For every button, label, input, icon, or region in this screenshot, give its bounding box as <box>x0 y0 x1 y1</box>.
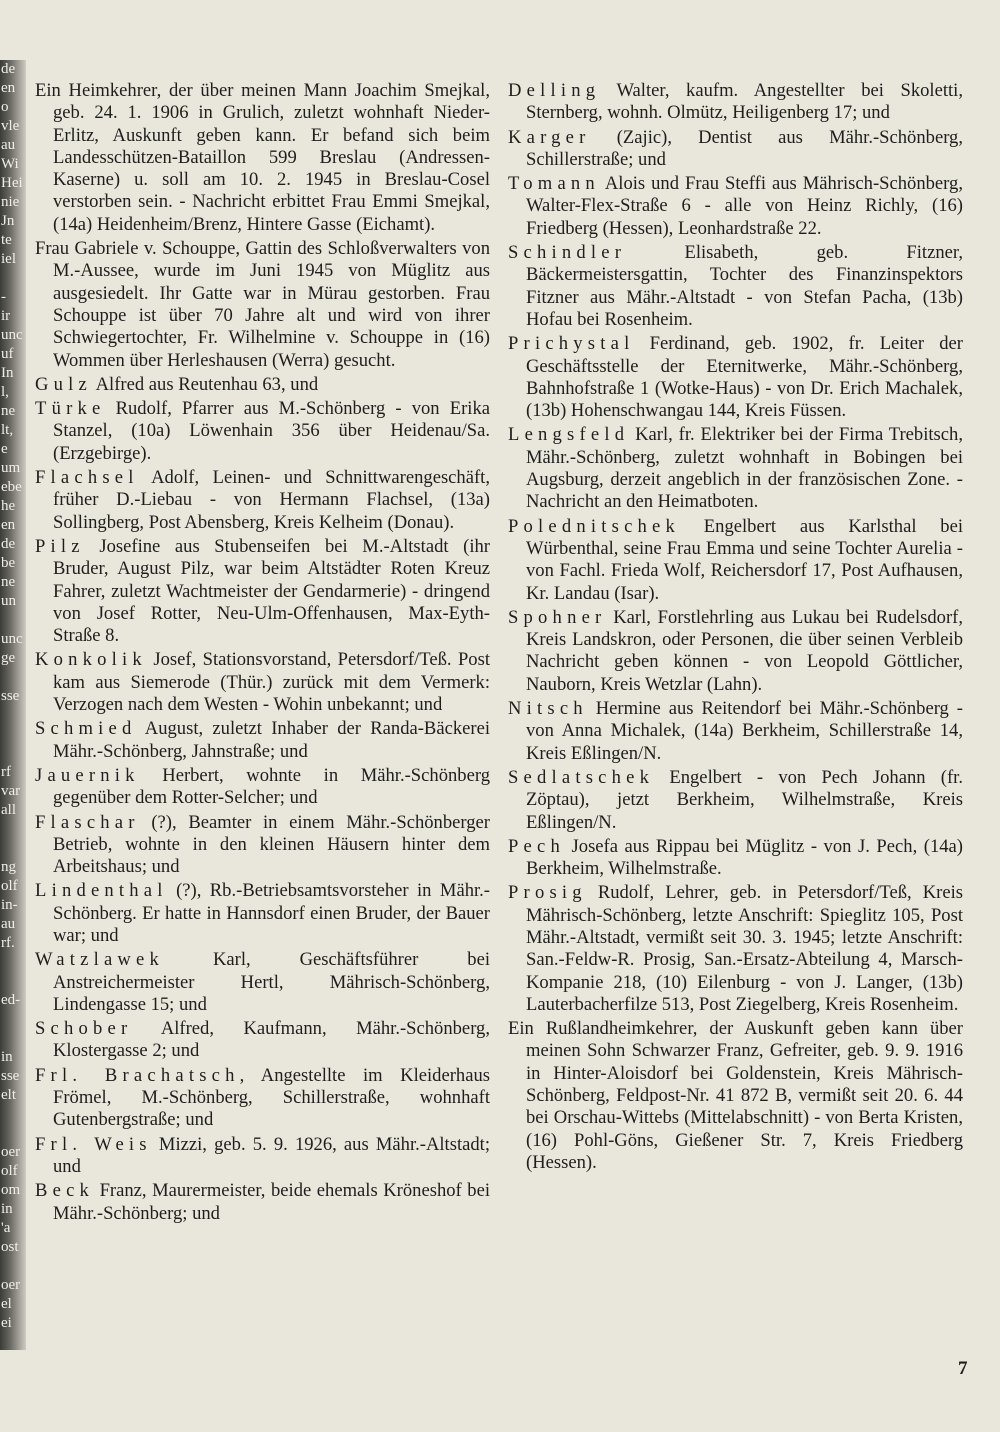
gutter-fragment: ge <box>1 650 16 666</box>
gutter-fragment: ne <box>1 403 16 419</box>
gutter-fragment: Wi <box>1 156 19 172</box>
gutter-fragment <box>0 725 26 744</box>
gutter-fragment <box>0 668 26 687</box>
gutter-fragment: e <box>1 441 8 457</box>
gutter-fragment: ed- <box>1 992 21 1008</box>
gutter-fragment <box>0 1010 26 1029</box>
notice-entry: Prichystal Ferdinand, geb. 1902, fr. Leiter der Geschäftsstelle der Eternitwerke, Mähr.-Schönberg, Bahnhofstraße 1 (Wotke-Haus) - von Dr. Erich Machalek, (13b) Hohenschwangau 144, Kreis Füssen. <box>508 333 963 422</box>
notice-entry: Frl. Weis Mizzi, geb. 5. 9. 1926, aus Mähr.-Altstadt; und <box>35 1133 491 1177</box>
notice-entry: Jauernik Herbert, wohnte in Mähr.-Schönberg gegenüber dem Rotter-Selcher; und <box>35 764 490 809</box>
gutter-fragment: var <box>1 783 21 799</box>
gutter-fragment: ei <box>1 1315 12 1331</box>
gutter-fragment <box>0 953 26 972</box>
notice-entry: Frau Gabriele v. Schouppe, Gattin des Schloßverwalters von M.-Aussee, wurde im Juni 1945 von Müglitz aus ausgesiedelt. Ihr Gatte war in Mürau gestorben. Frau Schouppe ist über 70 Jahre alt und wird von ihrer Schwiegertochter, Fr. Wilhelmine v. Schouppe in (16) Wommen über Herleshausen (Werra) gesucht. <box>35 238 490 371</box>
gutter-fragment: te <box>1 232 12 248</box>
gutter-fragment <box>0 269 26 288</box>
adjacent-page-edge <box>0 60 26 1350</box>
gutter-fragment <box>0 1029 26 1048</box>
gutter-fragment: Hei <box>1 175 23 191</box>
gutter-fragment: ebe <box>1 479 22 495</box>
notice-entry: Gulz Alfred aus Reutenhau 63, und <box>35 373 319 395</box>
notice-entry: Schindler Elisabeth, geb. Fitzner, Bäckermeistersgattin, Tochter des Finanzinspektors Fitzner aus Mähr.-Altstadt - von Stefan Pacha, (13b) Hofau bei Rosenheim. <box>508 242 963 330</box>
notice-entry: Flachsel Adolf, Leinen- und Schnittwarengeschäft, früher D.-Liebau - von Hermann Flachsel, (13a) Sollingberg, Post Abensberg, Kreis Kelheim (Donau). <box>35 467 490 533</box>
gutter-fragment <box>0 972 26 991</box>
notice-entry: Beck Franz, Maurermeister, beide ehemals Kröneshof bei Mähr.-Schönberg; und <box>35 1180 490 1224</box>
gutter-fragment: en <box>1 517 16 533</box>
gutter-fragment: de <box>1 536 16 552</box>
right-column <box>508 80 963 1176</box>
gutter-fragment: nie <box>1 194 20 210</box>
gutter-fragment: olf <box>1 878 18 894</box>
gutter-fragment: oer <box>1 1277 21 1293</box>
gutter-fragment: Jn <box>1 213 15 229</box>
gutter-fragment: um <box>1 460 21 476</box>
gutter-fragment: au <box>1 916 16 932</box>
gutter-fragment: vle <box>1 118 20 134</box>
gutter-fragment: o <box>1 99 9 115</box>
page-number: 7 <box>958 1358 968 1379</box>
gutter-fragment <box>0 744 26 763</box>
notice-entry: Ein Rußlandheimkehrer, der Auskunft geben kann über meinen Sohn Schwarzer Franz, Gefreiter, geb. 9. 9. 1916 in Hinter-Aloisdorf bei Goldenstein, Kreis Mährisch-Schönberg, Feldpost-Nr. 41 872 B, vermißt seit 20. 6. 44 bei Orschau-Wittebs (Mittelabschnitt) - von Berta Kristen, (16) Pohl-Göns, Gießener Str. 7, Kreis Friedberg (Hessen). <box>508 1018 963 1173</box>
gutter-fragment: all <box>1 802 16 818</box>
gutter-fragment: au <box>1 137 16 153</box>
gutter-fragment: ng <box>1 859 16 875</box>
gutter-fragment: om <box>1 1182 21 1198</box>
gutter-fragment <box>0 1124 26 1143</box>
gutter-fragment: un <box>1 593 16 609</box>
gutter-fragment <box>0 820 26 839</box>
notice-entry: Karger (Zajic), Dentist aus Mähr.-Schönberg, Schillerstraße; und <box>508 126 963 170</box>
notice-entry: Schmied August, zuletzt Inhaber der Randa-Bäckerei Mähr.-Schönberg, Jahnstraße; und <box>35 718 490 762</box>
gutter-fragment: uf <box>1 346 14 362</box>
gutter-fragment: in <box>1 1201 13 1217</box>
notice-entry: Delling Walter, kaufm. Angestellter bei Skoletti, Sternberg, wohnh. Olmütz, Heiligenberg 17; und <box>508 80 963 124</box>
notice-entry: Prosig Rudolf, Lehrer, geb. in Petersdorf/Teß, Kreis Mährisch-Schönberg, letzte Anschrift: Spieglitz 105, Post Mähr.-Altstadt, vermißt seit 30. 3. 1945; letzte Anschrift: San.-Feldw-R. Prosig, San.-Ersatz-Abteilung 4, Marsch-Kompanie 218, (10) Eilenburg - von J. Langer, (13b) Lauterbacherfilze 513, Post Ziegelberg, Kreis Rosenheim. <box>508 882 963 1015</box>
gutter-fragment <box>0 1257 26 1276</box>
notice-entry: Watzlawek Karl, Geschäftsführer bei Anstreichermeister Hertl, Mährisch-Schönberg, Lindengasse 15; und <box>35 949 490 1015</box>
notice-entry: Lengsfeld Karl, fr. Elektriker bei der Firma Trebitsch, Mähr.-Schönberg, zuletzt wohnhaft in Bobingen bei Augsburg, derzeit angeblich in der französischen Zone. - Nachricht an den Heimatboten. <box>508 424 963 513</box>
gutter-fragment: en <box>1 80 16 96</box>
gutter-fragment: ne <box>1 574 16 590</box>
notice-entry: Nitsch Hermine aus Reitendorf bei Mähr.-Schönberg - von Anna Michalek, (14a) Berkheim, Schillerstraße 14, Kreis Eßlingen/N. <box>508 698 963 764</box>
gutter-fragment: In <box>1 365 14 381</box>
gutter-fragment: unc <box>1 631 23 647</box>
gutter-fragment: in <box>1 1049 13 1065</box>
notice-entry: Spohner Karl, Forstlehrling aus Lukau bei Rudelsdorf, Kreis Landskron, oder Personen, die über seinen Verbleib Nachricht geben können - von Leopold Göttlicher, Nauborn, Kreis Wetzlar (Lahn). <box>508 606 963 695</box>
gutter-fragment: unc <box>1 327 23 343</box>
notice-entry: Sedlatschek Engelbert - von Pech Johann (fr. Zöptau), jetzt Berkheim, Wilhelmstraße, Kreis Eßlingen/N. <box>508 766 963 833</box>
gutter-fragment: sse <box>1 1068 20 1084</box>
gutter-fragment: sse <box>1 688 20 704</box>
notice-entry: Polednitschek Engelbert aus Karlsthal bei Würbenthal, seine Frau Emma und seine Tochter Aurelia - von Fachl. Frieda Wolf, Reichersdorf 17, Post Aufhausen, Kr. Landau (Isar). <box>508 515 963 604</box>
gutter-fragment: 'a <box>1 1220 11 1236</box>
notice-entry: Flaschar (?), Beamter in einem Mähr.-Schönberger Betrieb, wohnte in den kleinen Häusern hinter dem Arbeitshaus; und <box>35 811 490 878</box>
gutter-fragment: elt <box>1 1087 16 1103</box>
gutter-fragment: l, <box>1 384 9 400</box>
notice-entry: Lindenthal (?), Rb.-Betriebsamtsvorsteher in Mähr.-Schönberg. Er hatte in Hannsdorf einen Bruder, der Bauer war; und <box>35 880 490 946</box>
gutter-fragment: ost <box>1 1239 19 1255</box>
notice-entry: Türke Rudolf, Pfarrer aus M.-Schönberg - von Erika Stanzel, (10a) Löwenhain 356 über Heidenau/Sa. (Erzgebirge). <box>35 398 490 464</box>
gutter-fragment <box>0 1105 26 1124</box>
notice-entry: Konkolik Josef, Stationsvorstand, Petersdorf/Teß. Post kam aus Siemerode (Thür.) zurück mit dem Vermerk: Verzogen nach dem Westen - Wohin unbekannt; und <box>35 649 490 716</box>
left-column <box>35 80 490 1227</box>
notice-entry: Tomann Alois und Frau Steffi aus Mährisch-Schönberg, Walter-Flex-Straße 6 - alle von Heinz Richly, (16) Friedberg (Hessen), Leonhardstraße 22. <box>508 173 963 239</box>
gutter-fragment <box>0 611 26 630</box>
gutter-fragment: he <box>1 498 16 514</box>
gutter-fragment: ir <box>1 308 11 324</box>
gutter-fragment: oer <box>1 1144 21 1160</box>
notice-entry: Ein Heimkehrer, der über meinen Mann Joachim Smejkal, geb. 24. 1. 1906 in Grulich, zuletzt wohnhaft Nieder-Erlitz, Auskunft geben kann. Er befand sich beim Landesschützen-Bataillon 599 Breslau (Andressen-Kaserne) u. soll am 10. 2. 1945 in Breslau-Cosel verstorben sein. - Nachricht erbittet Frau Emmi Smejkal, (14a) Heidenheim/Brenz, Hintere Gasse (Eichamt). <box>35 80 490 235</box>
gutter-fragment: - <box>1 289 6 305</box>
gutter-fragment: be <box>1 555 16 571</box>
gutter-fragment: rf <box>1 764 11 780</box>
gutter-fragment: el <box>1 1296 12 1312</box>
gutter-fragment: iel <box>1 251 16 267</box>
gutter-fragment: in- <box>1 897 18 913</box>
gutter-fragment <box>0 839 26 858</box>
notice-entry: Schober Alfred, Kaufmann, Mähr.-Schönberg, Klostergasse 2; und <box>35 1018 490 1062</box>
notice-entry: Pilz Josefine aus Stubenseifen bei M.-Altstadt (ihr Bruder, August Pilz, war beim Altstädter Roten Kreuz Fahrer, zuletzt Wachtmeister der Gendarmerie) - dringend von Josef Rotter, Neu-Ulm-Offenhausen, Max-Eyth-Straße 8. <box>35 535 490 647</box>
gutter-fragment <box>0 706 26 725</box>
gutter-fragment: de <box>1 61 16 77</box>
notice-entry: Frl. Brachatsch, Angestellte im Kleiderhaus Frömel, M.-Schönberg, Schillerstraße, wohnhaft Gutenbergstraße; und <box>35 1064 490 1131</box>
gutter-fragment: olf <box>1 1163 18 1179</box>
gutter-fragment: rf. <box>1 935 15 951</box>
notice-entry: Pech Josefa aus Rippau bei Müglitz - von J. Pech, (14a) Berkheim, Wilhelmstraße. <box>508 835 963 880</box>
gutter-fragment: lt, <box>1 422 14 438</box>
